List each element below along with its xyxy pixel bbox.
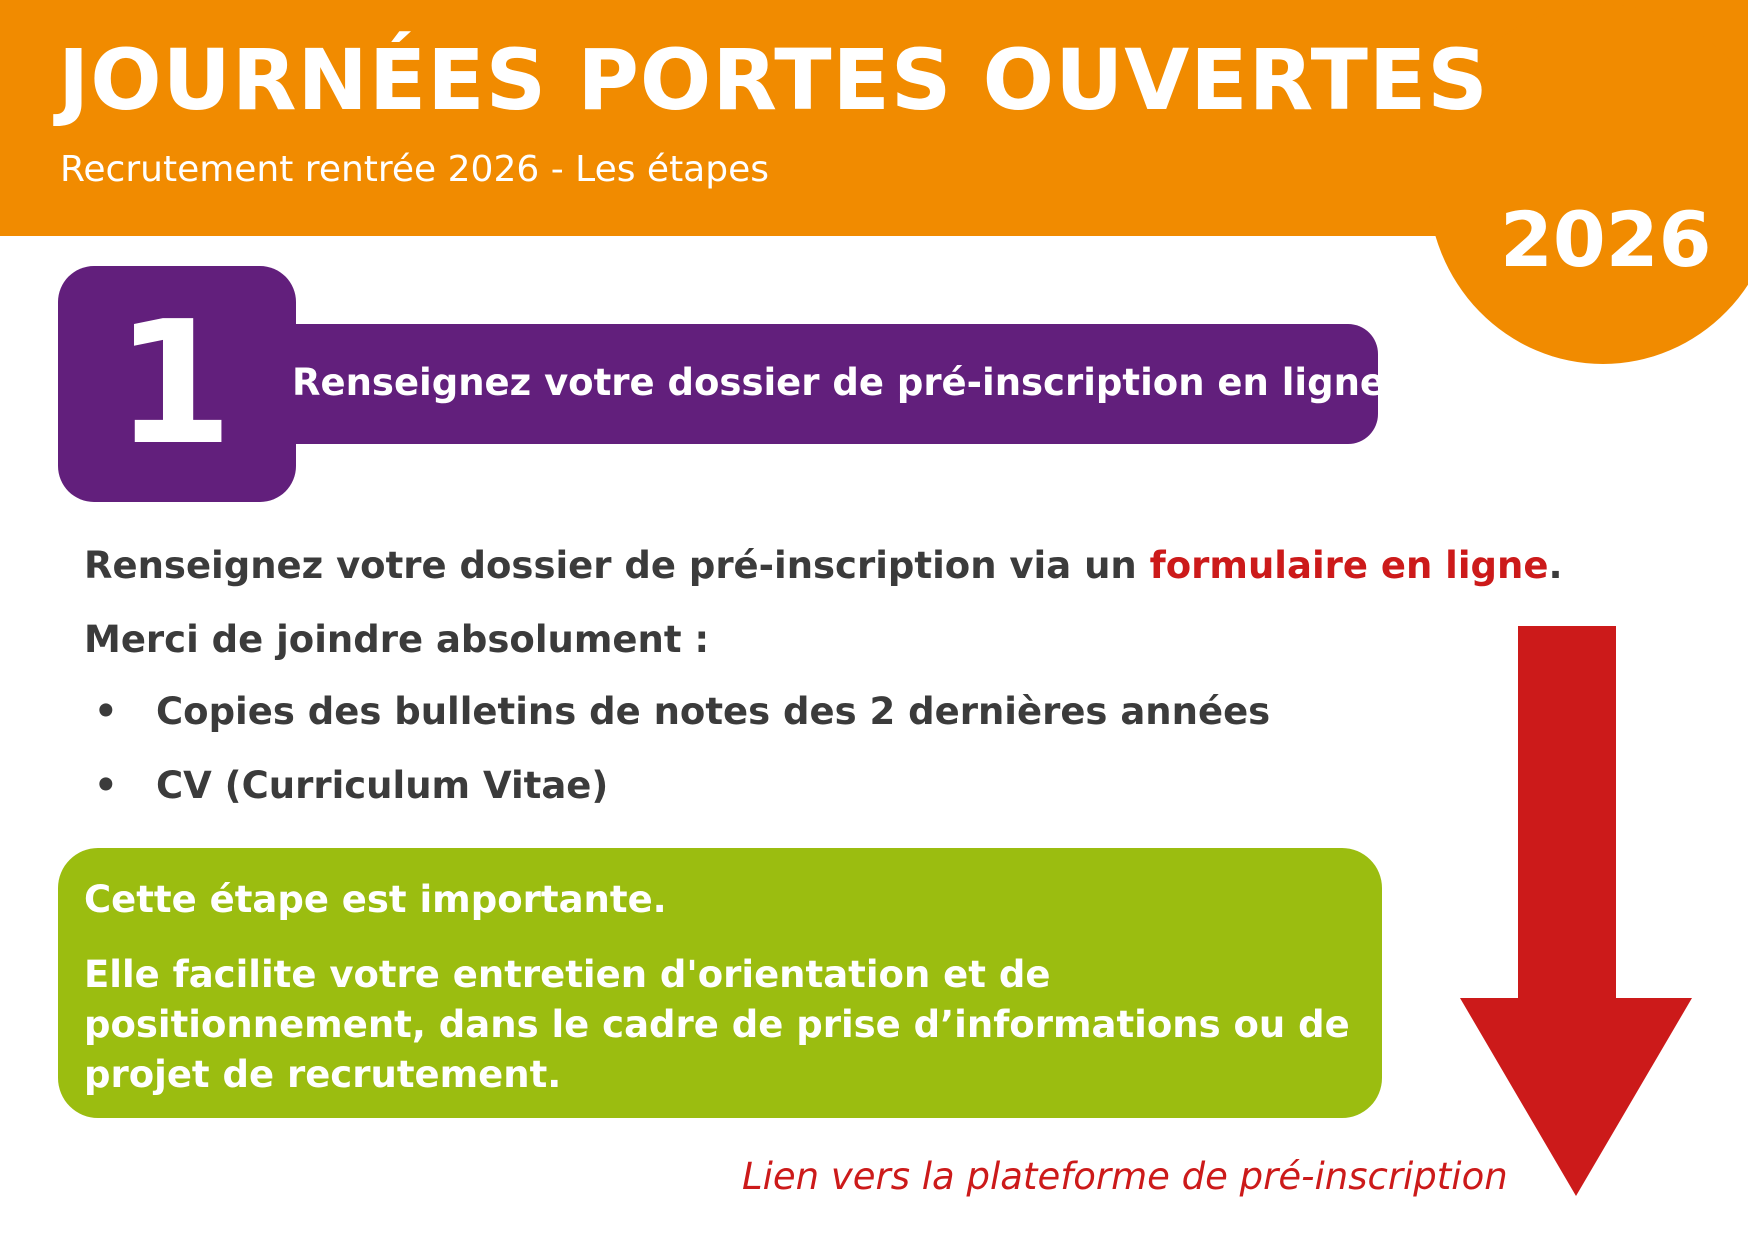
bullet-icon: •: [94, 690, 118, 733]
callout-heading: Cette étape est importante.: [84, 878, 667, 921]
platform-link[interactable]: Lien vers la plateforme de pré-inscription: [742, 1155, 1508, 1198]
step-title: Renseignez votre dossier de pré-inscription en ligne: [292, 361, 1386, 404]
documents-list: [84, 690, 1270, 838]
document-label: CV (Curriculum Vitae): [156, 764, 609, 807]
intro-text: [84, 544, 1563, 588]
document-label: Copies des bulletins de notes des 2 dernières années: [156, 690, 1271, 733]
step-number: 1: [114, 285, 234, 483]
intro-text-end: .: [1548, 544, 1563, 587]
attach-label: Merci de joindre absolument :: [84, 618, 710, 661]
arrow-down-icon: [1460, 626, 1692, 1196]
page-subtitle: Recrutement rentrée 2026 - Les étapes: [60, 149, 769, 190]
year-label: 2026: [1500, 195, 1712, 284]
bullet-icon: •: [94, 764, 118, 807]
list-item: [84, 690, 1270, 764]
online-form-link[interactable]: formulaire en ligne: [1149, 544, 1549, 587]
list-item: [84, 764, 1270, 838]
callout-text: Elle facilite votre entretien d'orientation et de positionnement, dans le cadre de prise d’informations ou de projet de recrutement.: [84, 953, 1350, 1096]
intro-text-start: Renseignez votre dossier de pré-inscription via un: [84, 544, 1150, 587]
page-title: JOURNÉES PORTES OUVERTES: [58, 31, 1489, 129]
